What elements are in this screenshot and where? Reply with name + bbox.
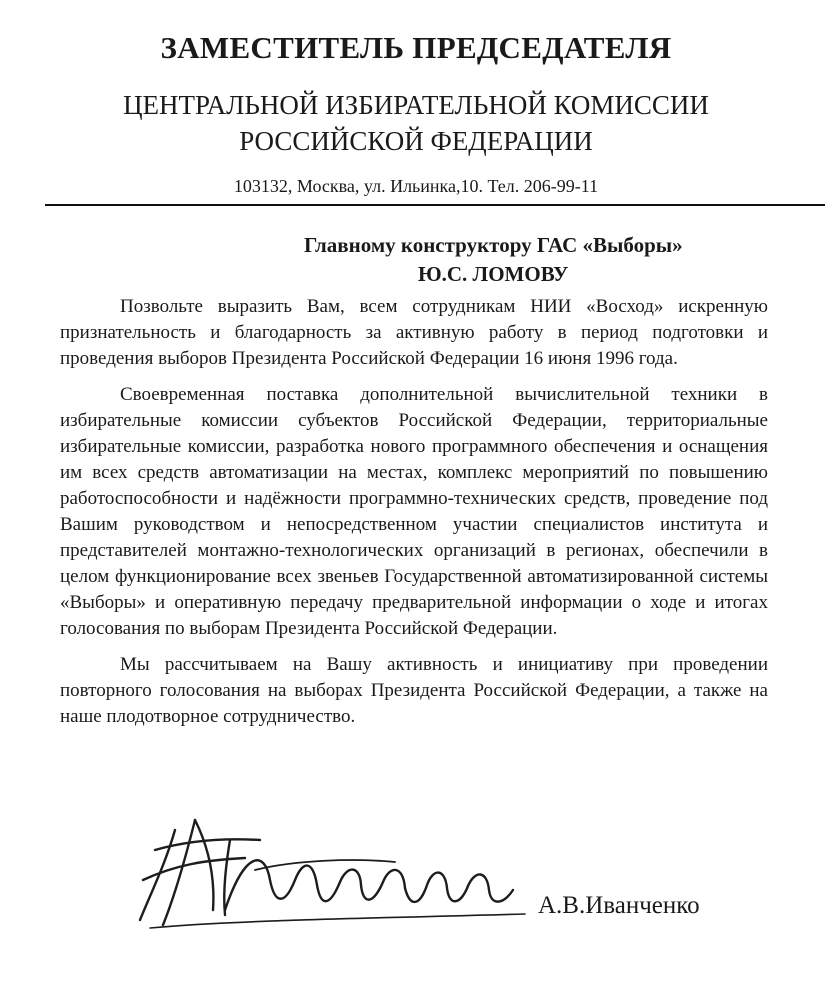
letter-body: [60, 294, 768, 740]
signer-name: А.В.Иванченко: [538, 892, 700, 919]
letterhead-divider: [45, 204, 825, 206]
body-paragraph-3: Мы рассчитываем на Вашу активность и инициативу при проведении повторного голосования на выборах Президента Российской Федерации, а также на наше плодотворное сотрудничество.: [60, 654, 768, 727]
body-paragraph-1: Позвольте выразить Вам, всем сотрудникам НИИ «Восход» искренную признательность и благодарность за активную работу в период подготовки и проведения выборов Президента Российской Федерации 16 июня 1996 года.: [60, 296, 768, 369]
letterhead-address: 103132, Москва, ул. Ильинка,10. Тел. 206-99-11: [233, 176, 599, 196]
letterhead-title: ЗАМЕСТИТЕЛЬ ПРЕДСЕДАТЕЛЯ: [160, 30, 672, 65]
addressee-position: Главному конструктору ГАС «Выборы»: [304, 233, 683, 257]
body-paragraph-2: Своевременная поставка дополнительной вычислительной техники в избирательные комиссии субъектов Российской Федерации, территориальные избирательные комиссии, разработка нового программного обеспечения и оснащения им всех средств автоматизации на местах, комплекс мероприятий по повышению работоспособности и надёжности программно-технических средств, проведение под Вашим руководством и непосредственном участии специалистов института и представителей монтажно-технологических организаций в регионах, обеспечили в целом функционирование всех звеньев Государственной автоматизированной системы «Выборы» и оперативную передачу предварительной информации о ходе и итогах голосования по выборам Президента Российской Федерации.: [60, 384, 768, 639]
addressee-name: Ю.С. ЛОМОВУ: [418, 262, 569, 286]
letterhead-subtitle-line1: ЦЕНТРАЛЬНОЙ ИЗБИРАТЕЛЬНОЙ КОМИССИИ: [123, 90, 709, 120]
handwritten-signature: [135, 810, 530, 935]
letterhead-subtitle-line2: РОССИЙСКОЙ ФЕДЕРАЦИИ: [239, 126, 593, 156]
